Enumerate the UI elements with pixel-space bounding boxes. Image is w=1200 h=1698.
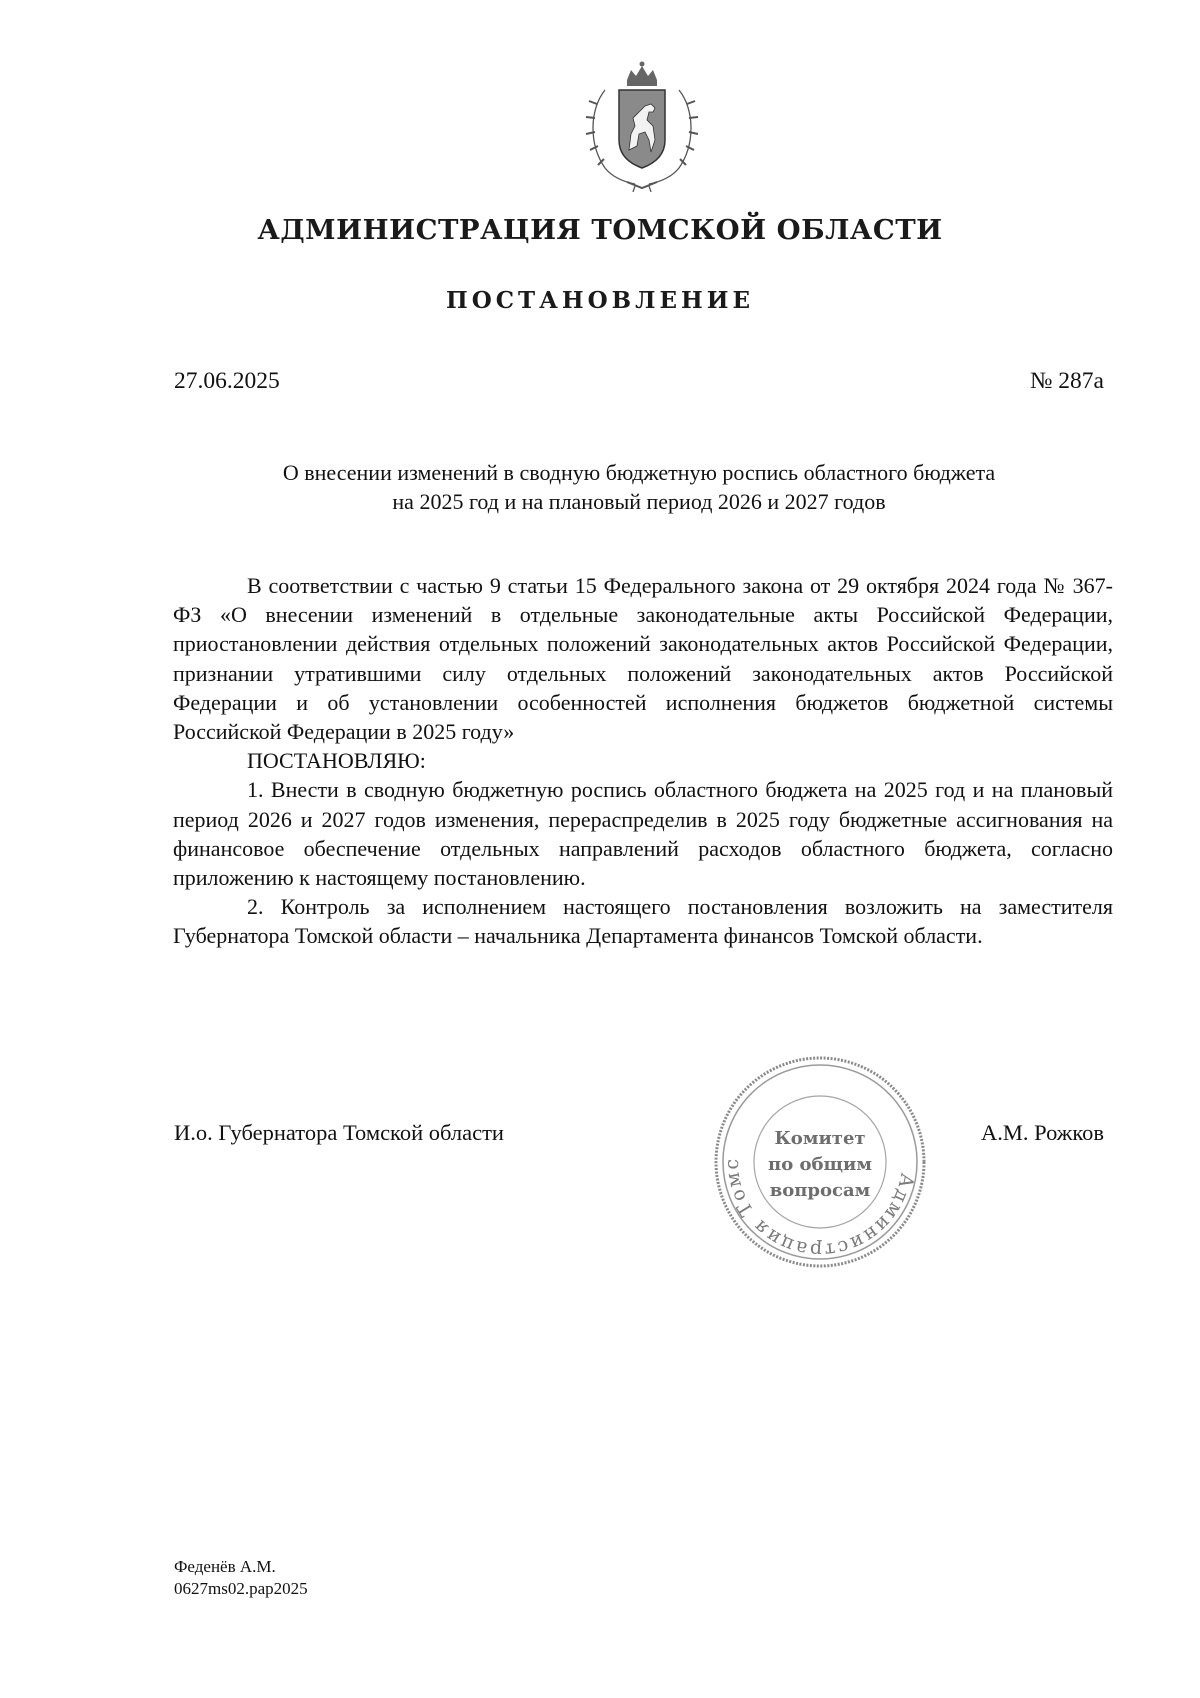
document-date: 27.06.2025	[174, 368, 280, 394]
stamp-center-line: Комитет	[774, 1128, 866, 1149]
stamp-center-line: по общим	[768, 1154, 872, 1175]
item-paragraph: 1. Внести в сводную бюджетную роспись областного бюджета на 2025 год и на плановый период 2026 и 2027 годов изменения, перераспределив в 2025 году бюджетные ассигнования на финансовое обеспечение отдельных направлений расходов областного бюджета, согласно приложению к настоящему постановлению.	[173, 777, 1113, 891]
document-subject	[174, 458, 1104, 516]
document-body	[173, 571, 1113, 951]
coat-of-arms-icon	[583, 60, 701, 192]
coat-of-arms-emblem	[583, 60, 701, 192]
executor-name: Феденёв А.М.	[174, 1557, 276, 1576]
resolve-heading: ПОСТАНОВЛЯЮ:	[247, 748, 426, 774]
official-stamp	[710, 1052, 930, 1272]
preamble-paragraph: В соответствии с частью 9 статьи 15 Федерального закона от 29 октября 2024 года № 367-ФЗ «О внесении изменений в отдельные законодательные акты Российской Федерации, приостановлении действия отдельных положений законодательных актов Российской Федерации, признании утратившими силу отдельных положений законодательных актов Российской Федерации и об установлении особенностей исполнения бюджетов бюджетной системы Российской Федерации в 2025 году»	[173, 573, 1113, 745]
document-type-heading: ПОСТАНОВЛЕНИЕ	[446, 287, 754, 314]
stamp-center-line: вопросам	[769, 1180, 871, 1201]
signer-position: И.о. Губернатора Томской области	[174, 1120, 504, 1145]
document-number: № 287а	[1030, 368, 1104, 394]
executor-info	[174, 1556, 308, 1600]
subject-line: О внесении изменений в сводную бюджетную роспись областного бюджета	[282, 460, 996, 485]
subject-line: на 2025 год и на плановый период 2026 и 2027 годов	[392, 489, 886, 514]
stamp-ring-text: Администрация Томс	[720, 1156, 919, 1262]
stamp-seal-icon	[710, 1052, 930, 1272]
file-reference: 0627ms02.рар2025	[174, 1579, 308, 1598]
signer-name: А.М. Рожков	[981, 1120, 1104, 1145]
item-paragraph: 2. Контроль за исполнением настоящего постановления возложить на заместителя Губернатора Томской области – начальника Департамента финансов Томской области.	[173, 894, 1113, 949]
organization-title: АДМИНИСТРАЦИЯ ТОМСКОЙ ОБЛАСТИ	[257, 214, 943, 246]
